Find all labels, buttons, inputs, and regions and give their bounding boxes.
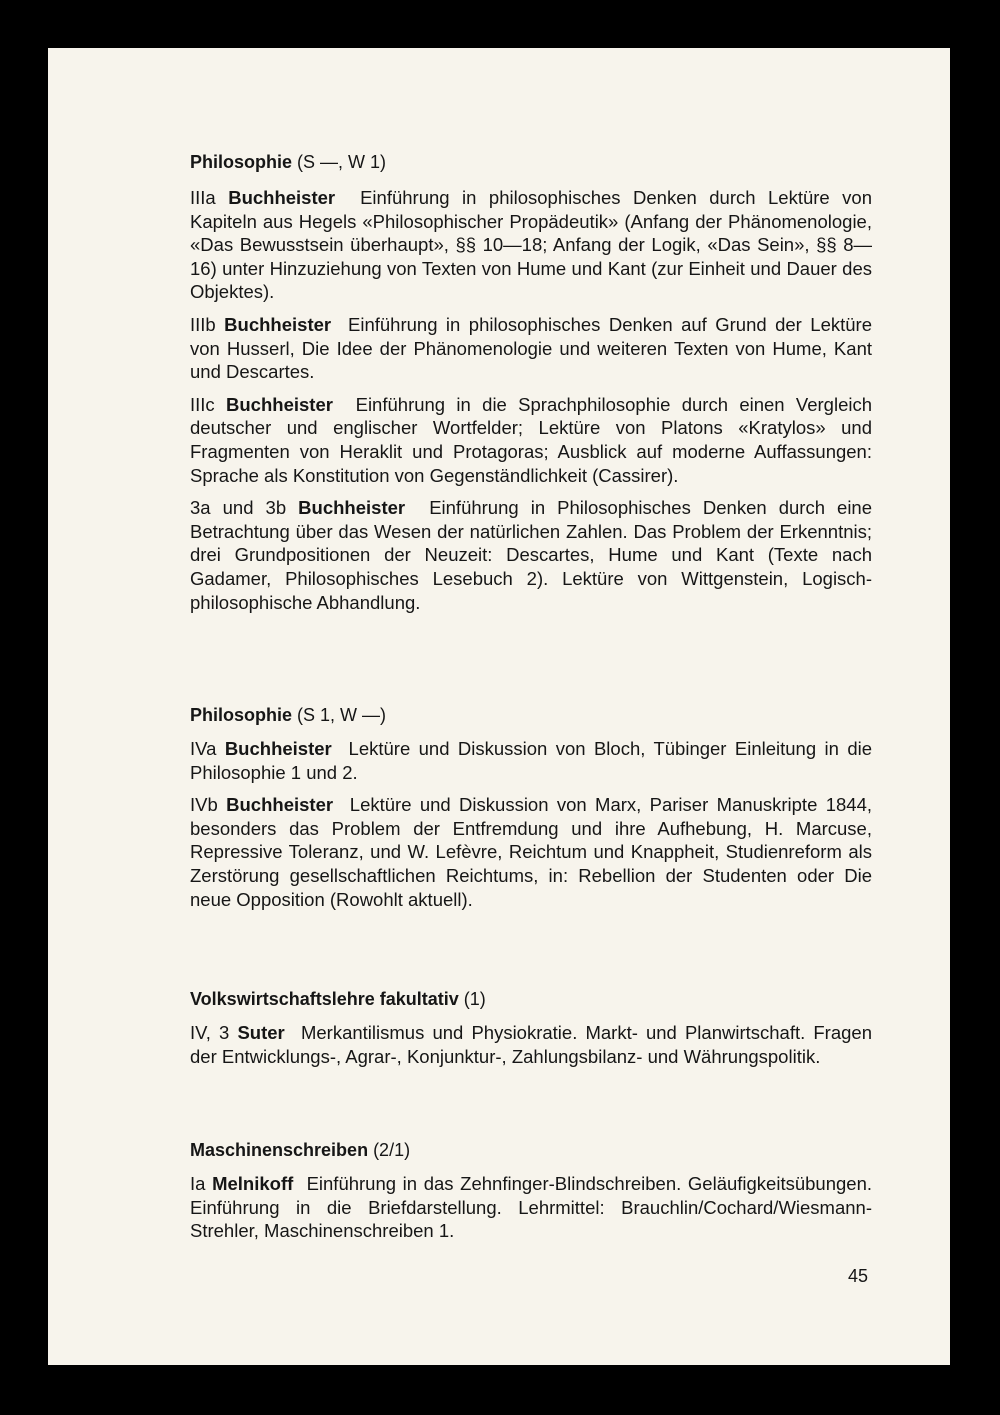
course-description: Lektüre und Diskussion von Marx, Pariser Manuskripte 1844, besonders das Problem der Entfremdung und ihre Aufhebung, H. Marcuse, Repressive Toleranz, und W. Lefèvre, Reichtum und Knappheit, Studienreform als Zerstörung gesellschaftlichen Reichtums, in: Rebellion der Studenten oder Die neue Opposition (Rowohlt aktuell). (190, 794, 873, 910)
course-description: Einführung in die Sprachphilosophie durch einen Vergleich deutscher und englischer Wortfelder; Lektüre von Platons «Kratylos» und Fragmenten von Heraklit und Protagoras; Ausblick auf moderne Auffassungen: Sprache als Konstitution von Gegenständlichkeit (Cassirer). (190, 393, 873, 486)
course-class: IVa (190, 738, 217, 759)
course-class: IIIb (190, 313, 216, 335)
section-hours: (1) (458, 989, 486, 1009)
section-philosophie-summer (190, 703, 872, 920)
section-maschinenschreiben (190, 1138, 872, 1252)
course-teacher: Buchheister (298, 497, 406, 519)
course-class: IV, 3 (190, 1022, 230, 1043)
document-page (48, 48, 950, 1365)
course-class: Ia (190, 1173, 206, 1194)
section-volkswirtschaftslehre (190, 987, 872, 1077)
course-description: Einführung in Philosophisches Denken durch eine Betrachtung über das Wesen der natürlichen Zahlen. Das Problem der Erkenntnis; drei Grundpositionen der Neuzeit: Descartes, Hume und Kant (Texte nach Gadamer, Philosophisches Lesebuch 2). Lektüre von Wittgenstein, Logisch-philosophische Abhandlung. (190, 497, 873, 613)
course-description: Einführung in philosophisches Denken auf Grund der Lektüre von Husserl, Die Idee der Phänomenologie und weiteren Texten von Hume, Kant und Descartes. (190, 313, 873, 383)
course-class: 3a und 3b (190, 497, 287, 519)
course-entry (190, 313, 872, 384)
course-description: Merkantilismus und Physiokratie. Markt- und Planwirtschaft. Fragen der Entwicklungs-, Agrar-, Konjunktur-, Zahlungsbilanz- und Währungspolitik. (190, 1022, 872, 1067)
section-title: Volkswirtschaftslehre fakultativ (190, 989, 459, 1009)
course-class: IIIc (190, 393, 215, 415)
section-heading (190, 703, 872, 727)
course-teacher: Buchheister (224, 738, 332, 759)
course-class: IIIa (190, 187, 216, 208)
course-entry (190, 737, 872, 784)
course-description: Einführung in das Zehnfinger-Blindschreiben. Geläufigkeitsübungen. Einführung in die Briefdarstellung. Lehrmittel: Brauchlin/Cochard/Wiesmann-Strehler, Maschinenschreiben 1. (190, 1173, 873, 1242)
course-entry (190, 186, 872, 304)
course-teacher: Buchheister (228, 187, 336, 208)
section-hours: (S 1, W —) (292, 705, 387, 725)
course-description: Lektüre und Diskussion von Bloch, Tübinger Einleitung in die Philosophie 1 und 2. (190, 738, 873, 783)
page-number: 45 (847, 1266, 868, 1286)
section-hours: (S —, W 1) (292, 152, 387, 172)
course-entry (190, 1021, 872, 1068)
course-teacher: Suter (237, 1022, 285, 1043)
course-class: IVb (190, 794, 218, 816)
course-entry (190, 393, 872, 487)
section-title: Philosophie (190, 152, 293, 172)
course-teacher: Melnikoff (212, 1173, 294, 1194)
section-heading (190, 987, 872, 1011)
course-teacher: Buchheister (226, 794, 334, 816)
course-entry (190, 793, 872, 911)
course-teacher: Buchheister (224, 313, 332, 335)
course-teacher: Buchheister (226, 393, 333, 415)
section-heading (190, 150, 872, 174)
course-description: Einführung in philosophisches Denken durch Lektüre von Kapiteln aus Hegels «Philosophischer Propädeutik» (Anfang der Phänomenologie, «Das Bewusstsein überhaupt», §§ 10—18; Anfang der Logik, «Das Sein», §§ 8—16) unter Hinzuziehung von Texten von Hume und Kant (zur Einheit und Dauer des Objektes). (190, 187, 873, 303)
section-title: Maschinenschreiben (190, 1140, 369, 1160)
course-entry (190, 1172, 872, 1243)
section-heading (190, 1138, 872, 1162)
section-hours: (2/1) (368, 1140, 411, 1160)
section-title: Philosophie (190, 705, 293, 725)
course-entry (190, 496, 872, 614)
section-philosophie-winter (190, 150, 872, 623)
